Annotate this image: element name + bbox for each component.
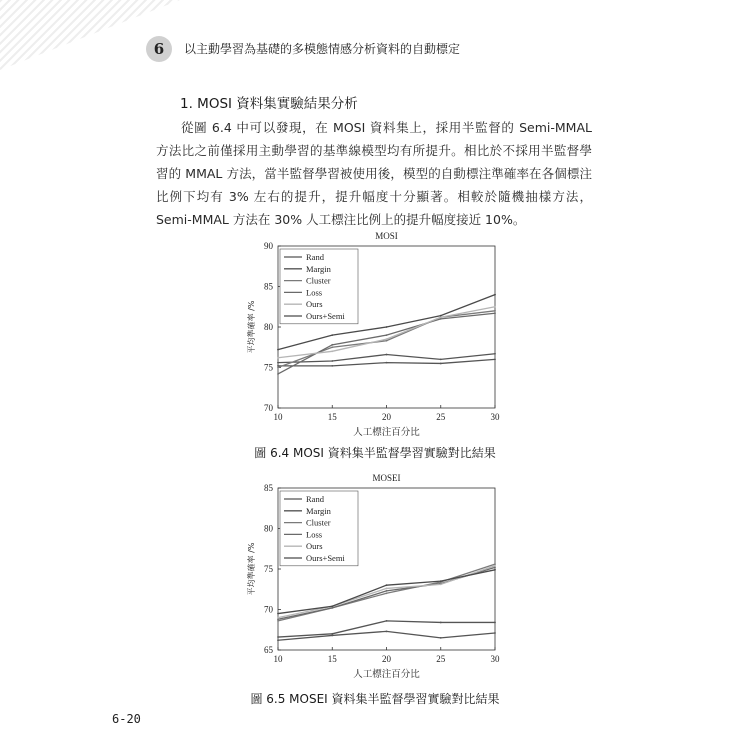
y-tick-label: 90 (264, 241, 273, 251)
data-point (440, 637, 442, 639)
data-point (277, 365, 279, 367)
mosi-line-chart (240, 228, 510, 440)
data-point (494, 565, 496, 567)
data-point (386, 362, 388, 364)
legend-label: Loss (306, 529, 323, 540)
chapter-number-badge: 6 (146, 36, 172, 62)
data-point (331, 350, 333, 352)
data-point (331, 365, 333, 367)
data-point (277, 362, 279, 364)
data-point (440, 359, 442, 361)
series-line-margin (278, 621, 495, 637)
body-paragraph: 從圖 6.4 中可以發現，在 MOSI 資料集上，採用半監督的 Semi-MMAL 方法比之前僅採用主動學習的基準線模型均有所提升。相比於不採用半監督學習的 MMAL 方法，當半監督學習被使用後，模型的自動標注準確率在各個標注比例下均有 3% 左右的提升，提升幅度十分顯著。相較於隨機抽樣方法，Semi-MMAL 方法在 30% 人工標注比例上的提升幅度接近 10%。 (156, 120, 592, 227)
y-tick-label: 85 (264, 483, 273, 493)
y-tick-label: 65 (264, 645, 273, 655)
data-point (277, 620, 279, 622)
data-point (277, 617, 279, 619)
data-point (440, 583, 442, 585)
x-tick-label: 10 (273, 412, 283, 422)
data-point (331, 344, 333, 346)
legend-label: Ours+Semi (306, 553, 345, 563)
data-point (494, 569, 496, 571)
data-point (440, 580, 442, 582)
data-point (386, 590, 388, 592)
data-point (494, 632, 496, 634)
data-point (440, 363, 442, 365)
data-point (494, 622, 496, 624)
y-tick-label: 70 (264, 403, 273, 413)
x-tick-label: 25 (436, 412, 446, 422)
legend-label: Margin (306, 505, 331, 516)
series-line-rand (278, 631, 495, 640)
legend-label: Cluster (306, 517, 331, 528)
legend-label: Rand (306, 494, 324, 504)
data-point (331, 334, 333, 336)
data-point (277, 618, 279, 620)
figure-6-5-caption: 圖 6.5 MOSEI 資料集半監督學習實驗對比結果 (250, 692, 500, 706)
data-point (494, 306, 496, 308)
data-point (386, 584, 388, 586)
data-point (277, 357, 279, 359)
section-heading: 1. MOSI 資料集實驗結果分析 (180, 96, 358, 112)
data-point (440, 315, 442, 317)
data-point (494, 310, 496, 312)
mosei-line-chart (240, 470, 510, 685)
data-point (277, 367, 279, 369)
data-point (386, 630, 388, 632)
chart-title: MOSEI (372, 473, 401, 483)
x-tick-label: 30 (490, 412, 500, 422)
x-tick-label: 20 (382, 412, 391, 422)
x-tick-label: 10 (273, 654, 283, 664)
y-tick-label: 85 (264, 281, 273, 292)
legend-label: Rand (306, 252, 324, 262)
data-point (277, 349, 279, 351)
y-tick-label: 70 (264, 604, 273, 615)
data-point (494, 312, 496, 314)
chart-title: MOSI (375, 231, 398, 241)
data-point (277, 613, 279, 615)
page-number: 6-20 (112, 712, 141, 726)
data-point (494, 563, 496, 565)
figure-6-4-caption: 圖 6.4 MOSI 資料集半監督學習實驗對比結果 (254, 446, 496, 460)
x-tick-label: 25 (436, 654, 446, 664)
data-point (331, 360, 333, 362)
x-tick-label: 15 (327, 654, 337, 664)
x-axis-label: 人工標注百分比 (353, 427, 420, 438)
data-point (331, 635, 333, 637)
data-point (386, 340, 388, 342)
data-point (386, 588, 388, 590)
data-point (331, 633, 333, 635)
data-point (331, 346, 333, 348)
data-point (494, 359, 496, 361)
y-tick-label: 75 (264, 362, 273, 373)
chapter-title: 以主動學習為基礎的多模態情感分析資料的自動標定 (184, 42, 461, 56)
data-point (440, 316, 442, 318)
x-tick-label: 15 (327, 412, 337, 422)
x-axis-label: 人工標注百分比 (353, 669, 420, 680)
data-point (386, 326, 388, 328)
legend-label: Margin (306, 263, 331, 274)
data-point (277, 636, 279, 638)
y-tick-label: 80 (264, 322, 273, 332)
data-point (386, 592, 388, 594)
legend-label: Cluster (306, 275, 331, 286)
y-axis-label: 平均準確率 /% (247, 300, 256, 354)
x-tick-label: 30 (490, 654, 500, 664)
y-tick-label: 75 (264, 564, 273, 574)
data-point (386, 620, 388, 622)
legend-label: Ours (306, 299, 323, 310)
data-point (494, 566, 496, 568)
x-tick-label: 20 (382, 654, 391, 664)
data-point (277, 639, 279, 641)
data-point (386, 354, 388, 356)
data-point (331, 605, 333, 607)
y-tick-label: 80 (264, 523, 273, 534)
y-axis-label: 平均準確率 /% (247, 542, 256, 596)
legend-label: Loss (306, 287, 323, 298)
data-point (494, 294, 496, 296)
data-point (386, 338, 388, 340)
data-point (440, 318, 442, 320)
data-point (440, 622, 442, 624)
data-point (277, 373, 279, 375)
data-point (386, 334, 388, 336)
data-point (494, 353, 496, 355)
data-point (331, 607, 333, 609)
legend-label: Ours (306, 541, 323, 552)
legend-label: Ours+Semi (306, 311, 345, 321)
